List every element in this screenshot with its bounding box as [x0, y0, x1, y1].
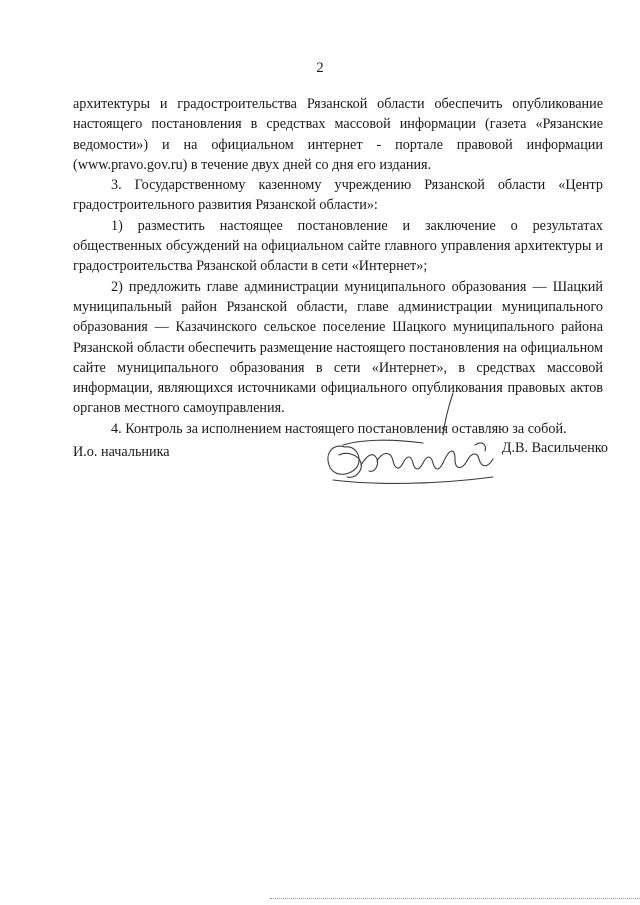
signature-block	[73, 440, 608, 500]
signer-name: Д.В. Васильченко	[501, 440, 608, 456]
signer-title: И.о. начальника	[73, 444, 170, 460]
paragraph-item-3: 3. Государственному казенному учреждению Рязанской области «Центр градостроительного развития Рязанской области»:	[73, 177, 603, 214]
paragraph-subitem-2: 2) предложить главе администрации муниципального образования — Шацкий муниципальный район Рязанской области, главе администрации муниципального образования — Казачинского сельское поселение Шацкого муниципального района Рязанской области обеспечить размещение настоящего постановления на официальном сайте муниципального образования в сети «Интернет», в средствах массовой информации, являющихся источниками официального опубликования правовых актов органов местного самоуправления.	[73, 278, 603, 417]
handwritten-signature	[303, 385, 523, 495]
footer-dotted-line	[270, 898, 640, 899]
page-number: 2	[316, 60, 324, 76]
paragraph-continuation: архитектуры и градостроительства Рязанской области обеспечить опубликование настоящего постановления в средствах массовой информации (газета «Рязанские ведомости») и на официальном интернет - портале правовой информации (www.pravo.gov.ru) в течение двух дней со дня его издания.	[73, 96, 603, 173]
paragraph-item-4: 4. Контроль за исполнением настоящего постановления оставляю за собой.	[111, 420, 567, 437]
paragraph-subitem-1: 1) разместить настоящее постановление и заключение о результатах общественных обсуждений на официальном сайте главного управления архитектуры и градостроительства Рязанской области в сети «Интернет»;	[73, 217, 603, 275]
